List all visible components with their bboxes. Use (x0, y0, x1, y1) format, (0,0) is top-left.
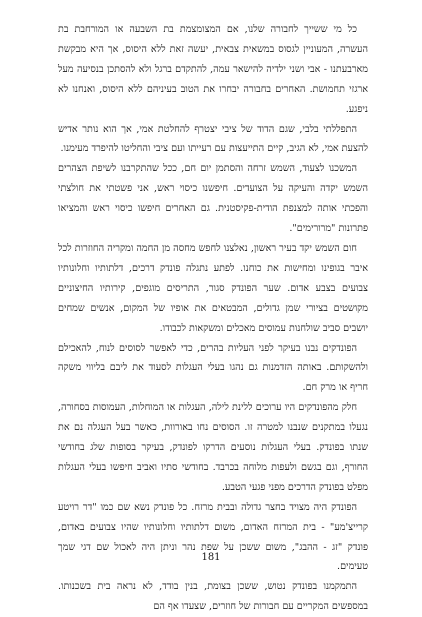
page-number: 181 (201, 552, 221, 563)
body-text (58, 20, 368, 617)
paragraph: חום השמש יקד בעיר ראשון, נאלצנו לחפש מחסה מן החמה ומקריה החוזרות לכל איבר בגופינו ומחישות את כוחנו. לפתע נתגלה פונדק דרכים, דלתותיו וחלונותיו צבועים בצבע אדום. שער הפונדק סגור, התריסים מוגפים, קירותיו החיצוניים מקושטים בציורי שמן גדולים, המבטאים את אופיו של המקום, אנשים שמחים יושבים סביב שולחנות עמוסים מאכלים ומשקאות לכבודו. (58, 242, 368, 334)
paragraph: הפונדק היה מצויד בחצר גדולה ובבית מרזח. כל פונדק נשא שם כמו "דר רויטע קרייצ'מע" - בית המרזח האדום, משום דלתותיו וחלונותיו שהיו צבועים באדום, פונדק "זג - ההבג", משום ששכן על שפת נהר וניתן היה לאכול שם דגי שמך טעימים. (58, 501, 368, 573)
paragraph: התמקמנו בפונדק נטוש, ששכן בצומת, בנין בודד, לא נראה בית בשכנותו. במספשים המקריים עם חבורות של חוזרים, שצעדו אף הם (58, 581, 368, 613)
paragraph: התפללתי בלבי, שגם הדוד של ציבי יצטרף להחלטת אמי, אך הוא נותר אדיש להצעת אמי, לא הגיב, קיים התייעצות עם רעייתו ועם ציבי והחליטו להיפרד מעימנו. (58, 123, 368, 155)
paragraph: כל מי ששייך לחבורה שלנו, אם המצומצמת בת השבעה או המורחבת בת העשרה, המעוניין לגסוס במשאית צבאית, יעשה זאת ללא היסוס, אך היא מבקשת מארבעתנו - אבי ושני ילדיה להישאר עמה, להתקדם ברגל ולא להסתכן בנסיעה מעל ארגזי תחמושת. האחרים בחבורה יבחרו את הטוב בעיניהם ללא היסוס, ואנחנו לא ניפגע. (58, 24, 368, 115)
paragraph: חלק מהפונדקים היו ערוכים ללינת לילה, העגלות או המוחלות, העמוסות בסחורה, נגעלו במתקנים שנבנו למטרה זו. הסוסים נחו באורוות, כאשר בעל העגלה נם את שנתו בפונדק. בעלי העגלות נוסעים הדרקו לפונדק, בעיקר בסופות שלג בחודשי החורף, וגם בגשם ולעפות מלוחה בכרבד. בחודשי סתיו ואביב חיפשו בעלי העגלות מפלט בפונדק הדרכים מפני פגעי הטבע. (58, 402, 368, 493)
paragraph: הפונדקים נבנו בעיקר לפני העליות בהרים, כדי לאפשר לסוסים לנוח, להאכילם ולהשקותם. באותה הזדמנות גם נהגו בעלי העגלות לסעוד את ליבם בליווי משקה חריף או מרק חם. (58, 342, 368, 394)
paragraph: המשכנו לצעוד, השמש זרחה והסתמן יום חם, ככל שהתקרבנו לשיפת הצהרים השמש יקדה והעיקה על הצועדים. חיפשנו כיסוי ראש, אני פשטתי את חולצתי והפכתי אותה למצנפת הודית-פקיסטנית. גם האחרים חיפשו כיסוי ראש והמציאו פתרונות "מרורימים". (58, 163, 368, 235)
